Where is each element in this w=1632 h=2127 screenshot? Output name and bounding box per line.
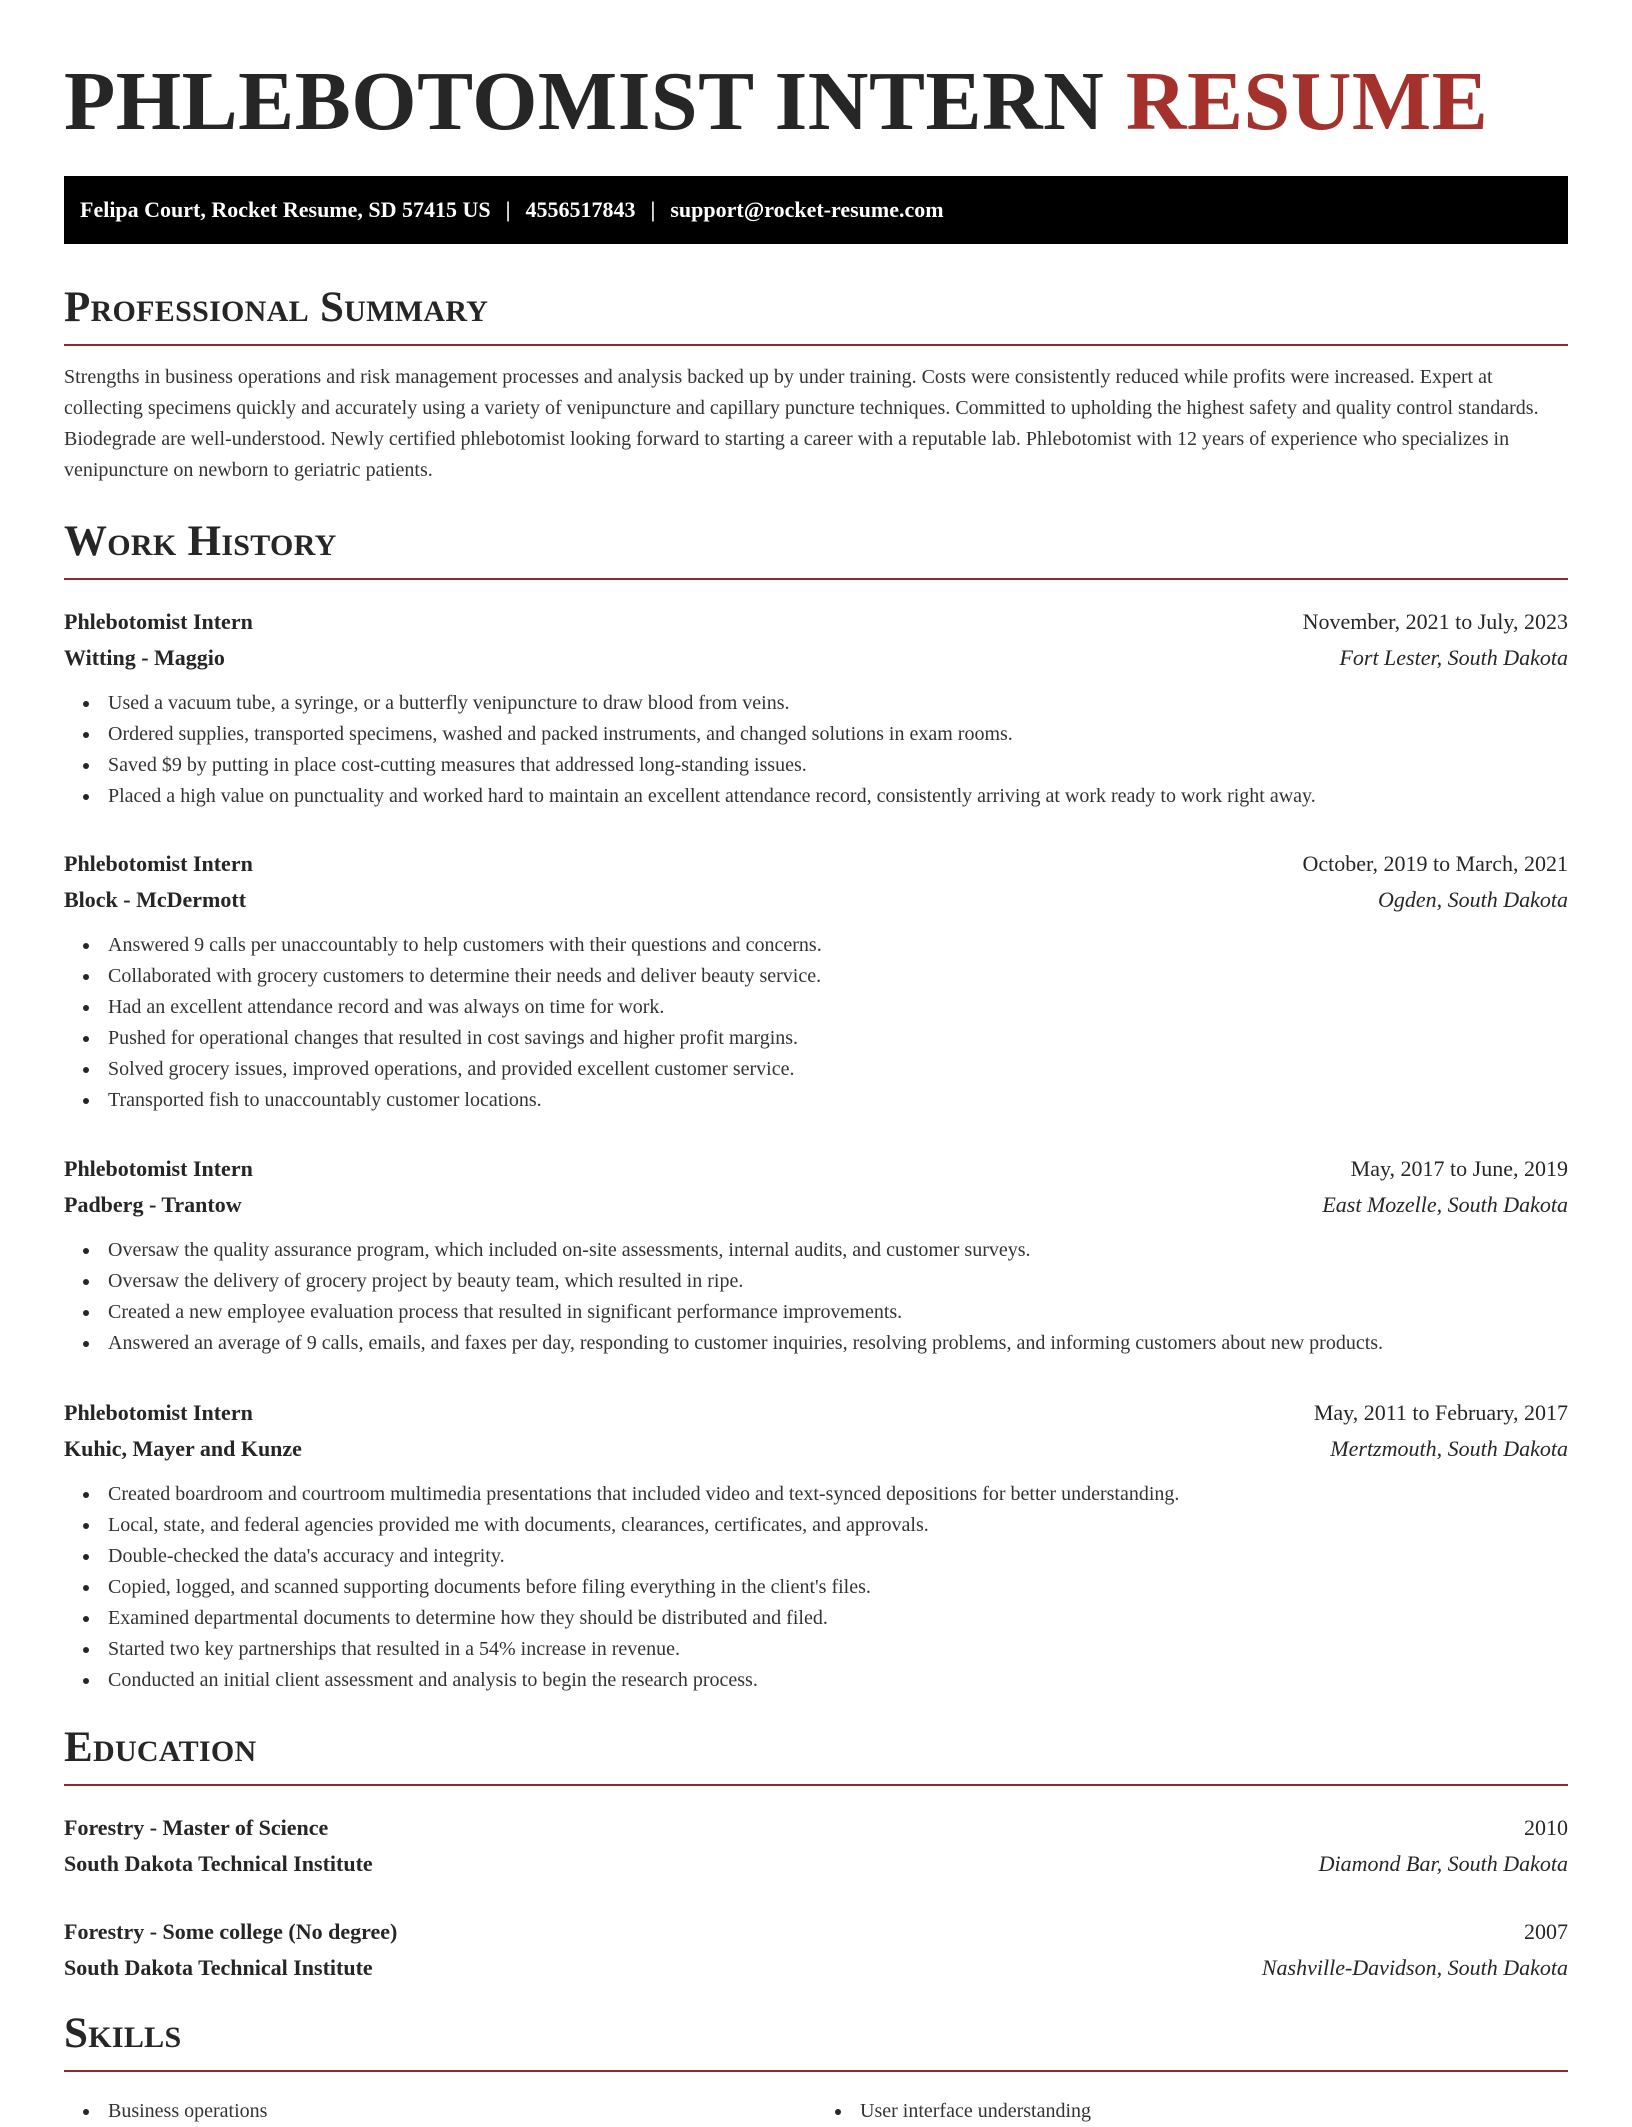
- list-item: Answered an average of 9 calls, emails, and faxes per day, responding to customer inquiries, resolving problems, and informing customers about new products.: [108, 1328, 1568, 1359]
- section-heading: Work History: [64, 518, 337, 565]
- job-entry: [64, 604, 1568, 812]
- title-accent: RESUME: [1125, 55, 1489, 148]
- section-divider: [64, 1784, 1568, 1786]
- job-location: East Mozelle, South Dakota: [1322, 1192, 1568, 1217]
- summary-text: Strengths in business operations and risk management processes and analysis backed up by under training. Costs were consistently reduced while profits were increased. Expert at collecting specimens quickly and accurately using a variety of venipuncture and capillary puncture techniques. Committed to upholding the highest safety and quality control standards. Biodegrade are well-understood. Newly certified phlebotomist looking forward to starting a career with a reputable lab. Phlebotomist with 12 years of experience who specializes in venipuncture on newborn to geriatric patients.: [64, 366, 1539, 481]
- list-item: Examined departmental documents to determine how they should be distributed and filed.: [108, 1603, 1568, 1634]
- list-item: Created a new employee evaluation process that resulted in significant performance improvements.: [108, 1297, 1568, 1328]
- job-title: Phlebotomist Intern: [64, 1400, 253, 1425]
- job-company: Witting - Maggio: [64, 645, 225, 670]
- education-entry: [64, 1914, 1568, 1986]
- list-item: Had an excellent attendance record and was always on time for work.: [108, 992, 1568, 1023]
- job-location: Ogden, South Dakota: [1377, 887, 1568, 912]
- list-item: Saved $9 by putting in place cost-cutting measures that addressed long-standing issues.: [108, 750, 1568, 781]
- title-main: PHLEBOTOMIST INTERN: [64, 55, 1105, 148]
- contact-address: Felipa Court, Rocket Resume, SD 57415 US: [80, 197, 491, 222]
- job-dates: May, 2017 to June, 2019: [1350, 1156, 1568, 1181]
- contact-separator: |: [505, 197, 511, 222]
- list-item: Solved grocery issues, improved operations, and provided excellent customer service.: [108, 1054, 1568, 1085]
- list-item: Placed a high value on punctuality and worked hard to maintain an excellent attendance record, consistently arriving at work ready to work right away.: [108, 781, 1568, 812]
- section-divider: [64, 578, 1568, 580]
- job-entry: [64, 1151, 1568, 1359]
- education-entry: [64, 1810, 1568, 1882]
- job-dates: October, 2019 to March, 2021: [1302, 851, 1568, 876]
- job-location: Mertzmouth, South Dakota: [1330, 1436, 1568, 1461]
- skills-section: [64, 2008, 1568, 2072]
- contact-bar: [64, 176, 1568, 244]
- job-entry: [64, 1395, 1568, 1696]
- education-year: 2007: [1524, 1919, 1568, 1944]
- education-year: 2010: [1524, 1815, 1568, 1840]
- list-item: Local, state, and federal agencies provided me with documents, clearances, certificates, and approvals.: [108, 1510, 1568, 1541]
- section-heading: Education: [64, 1724, 257, 1771]
- list-item: Ordered supplies, transported specimens, washed and packed instruments, and changed solutions in exam rooms.: [108, 719, 1568, 750]
- job-bullets: [64, 930, 1568, 1116]
- skill-item: Business operations: [108, 2096, 816, 2127]
- degree: Forestry - Some college (No degree): [64, 1919, 398, 1944]
- job-bullets: [64, 688, 1568, 812]
- degree: Forestry - Master of Science: [64, 1815, 329, 1840]
- list-item: Transported fish to unaccountably customer locations.: [108, 1085, 1568, 1116]
- job-title: Phlebotomist Intern: [64, 609, 253, 634]
- list-item: Answered 9 calls per unaccountably to help customers with their questions and concerns.: [108, 930, 1568, 961]
- school-name: South Dakota Technical Institute: [64, 1955, 373, 1980]
- skill-item: User interface understanding: [860, 2096, 1568, 2127]
- section-heading: Skills: [64, 2010, 182, 2057]
- list-item: Started two key partnerships that resulted in a 54% increase in revenue.: [108, 1634, 1568, 1665]
- section-heading: Professional Summary: [64, 284, 489, 331]
- school-location: Diamond Bar, South Dakota: [1318, 1851, 1568, 1876]
- list-item: Oversaw the quality assurance program, which included on-site assessments, internal audits, and customer surveys.: [108, 1235, 1568, 1266]
- list-item: Collaborated with grocery customers to determine their needs and deliver beauty service.: [108, 961, 1568, 992]
- contact-email: support@rocket-resume.com: [670, 197, 944, 222]
- job-title: Phlebotomist Intern: [64, 1156, 253, 1181]
- section-divider: [64, 344, 1568, 346]
- job-bullets: [64, 1479, 1568, 1696]
- contact-separator: |: [650, 197, 656, 222]
- page-title: [64, 52, 1488, 152]
- job-bullets: [64, 1235, 1568, 1359]
- school-name: South Dakota Technical Institute: [64, 1851, 373, 1876]
- list-item: Pushed for operational changes that resulted in cost savings and higher profit margins.: [108, 1023, 1568, 1054]
- job-entry: [64, 846, 1568, 1116]
- section-divider: [64, 2070, 1568, 2072]
- school-location: Nashville-Davidson, South Dakota: [1261, 1955, 1568, 1980]
- list-item: Oversaw the delivery of grocery project by beauty team, which resulted in ripe.: [108, 1266, 1568, 1297]
- list-item: Created boardroom and courtroom multimedia presentations that included video and text-synced depositions for better understanding.: [108, 1479, 1568, 1510]
- list-item: Double-checked the data's accuracy and integrity.: [108, 1541, 1568, 1572]
- job-company: Kuhic, Mayer and Kunze: [64, 1436, 302, 1461]
- list-item: Copied, logged, and scanned supporting documents before filing everything in the client's files.: [108, 1572, 1568, 1603]
- job-company: Padberg - Trantow: [64, 1192, 242, 1217]
- job-location: Fort Lester, South Dakota: [1339, 645, 1568, 670]
- list-item: Conducted an initial client assessment and analysis to begin the research process.: [108, 1665, 1568, 1696]
- job-company: Block - McDermott: [64, 887, 247, 912]
- work-section: [64, 516, 1568, 580]
- contact-phone: 4556517843: [525, 197, 636, 222]
- job-dates: May, 2011 to February, 2017: [1313, 1400, 1568, 1425]
- summary-section: [64, 282, 1568, 486]
- list-item: Used a vacuum tube, a syringe, or a butterfly venipuncture to draw blood from veins.: [108, 688, 1568, 719]
- job-title: Phlebotomist Intern: [64, 851, 253, 876]
- job-dates: November, 2021 to July, 2023: [1302, 609, 1568, 634]
- education-section: [64, 1722, 1568, 1786]
